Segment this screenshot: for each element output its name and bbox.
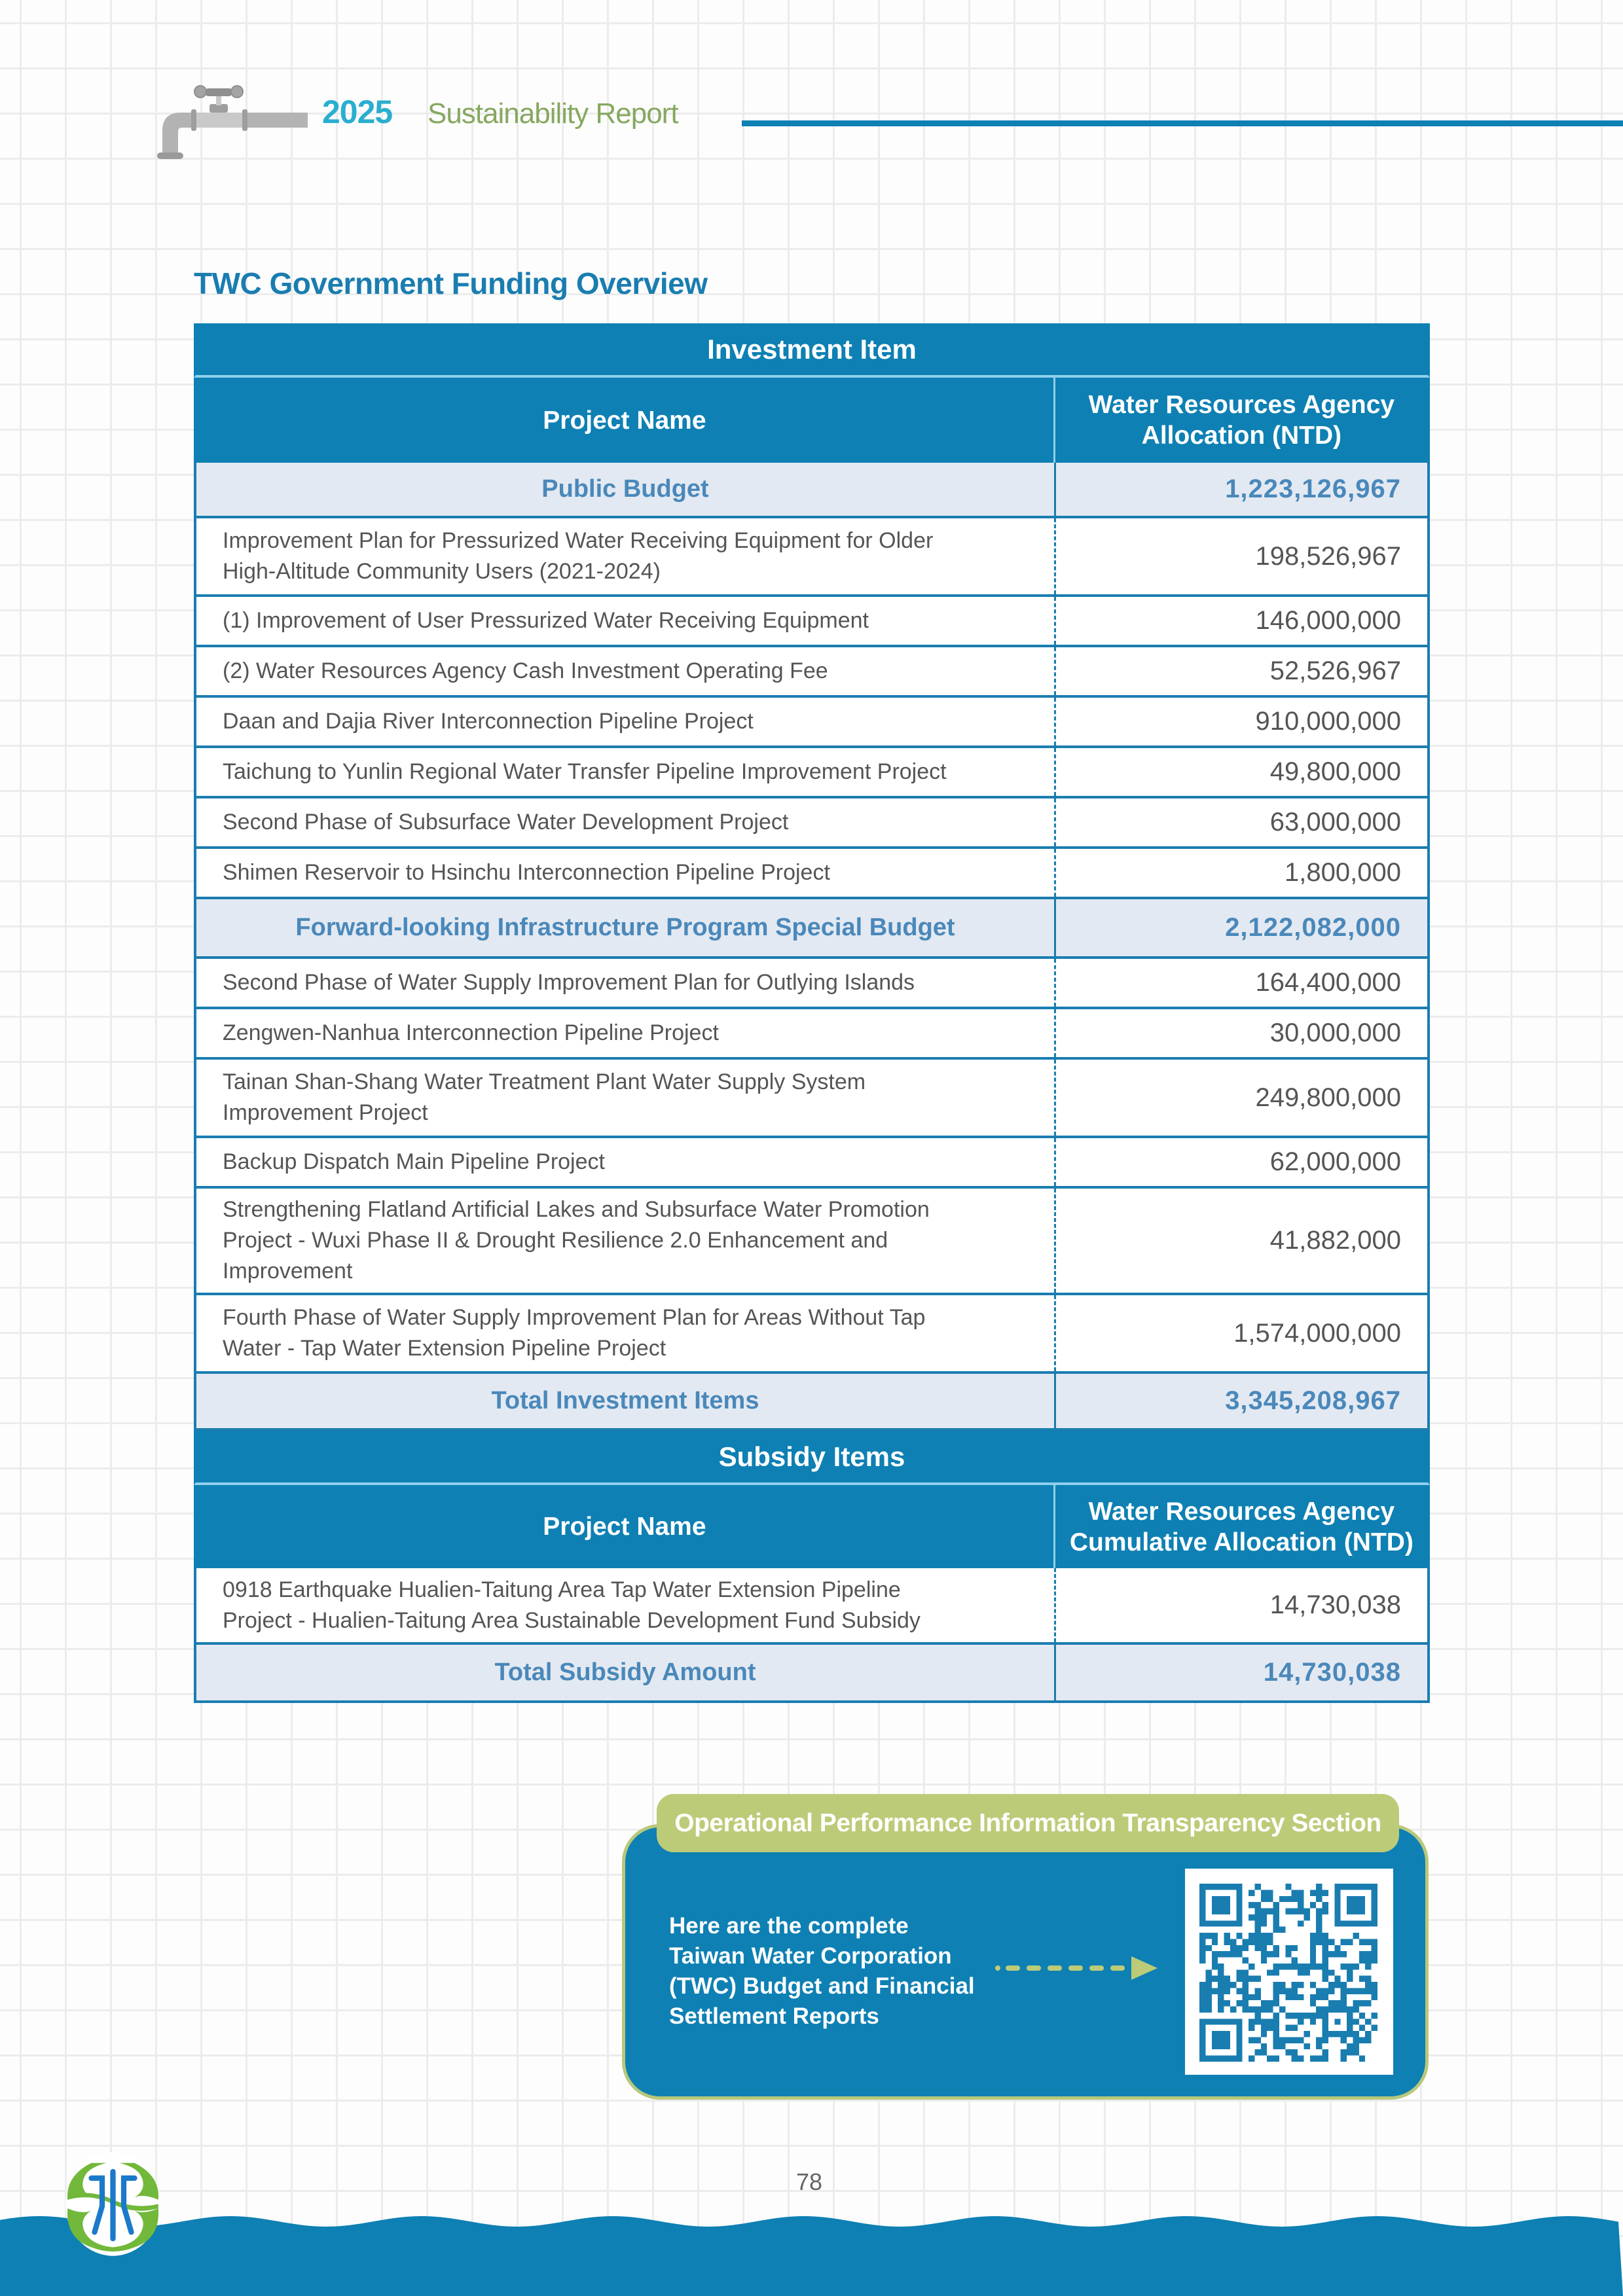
section-header xyxy=(194,1431,1430,1485)
column-header-project xyxy=(196,1485,1055,1568)
project-name-text xyxy=(223,1302,925,1364)
text-line: Shimen Reservoir to Hsinchu Interconnection Pipeline Project xyxy=(223,860,830,885)
text-line: Tainan Shan-Shang Water Treatment Plant Water Supply System xyxy=(223,1069,866,1094)
page-number: 78 xyxy=(796,2168,823,2195)
text-line: Water Resources Agency xyxy=(1088,1497,1395,1526)
text-line: Water Resources Agency xyxy=(1088,391,1395,419)
text-line: Improvement Plan for Pressurized Water Receiving Equipment for Older xyxy=(223,528,934,553)
text-line: Strengthening Flatland Artificial Lakes and Subsurface Water Promotion xyxy=(223,1197,930,1222)
project-name xyxy=(196,1189,1056,1293)
text-line: Settlement Reports xyxy=(669,2003,879,2029)
allocation-amount: 1,574,000,000 xyxy=(1233,1318,1401,1348)
project-name xyxy=(196,748,1056,796)
column-header-project xyxy=(196,378,1055,463)
group-subtotal-row-amount: 1,223,126,967 xyxy=(1225,475,1401,503)
column-header-amount xyxy=(1055,1485,1428,1568)
table-row xyxy=(194,698,1430,748)
transparency-description xyxy=(669,1911,990,2032)
project-name xyxy=(196,518,1056,594)
table-row xyxy=(194,849,1430,899)
investment-total-row-label: Total Investment Items xyxy=(196,1374,1056,1428)
column-header-row xyxy=(194,378,1430,463)
investment-total-row xyxy=(194,1374,1430,1431)
allocation-amount: 1,800,000 xyxy=(1285,858,1401,887)
project-name xyxy=(196,849,1056,897)
allocation-amount: 146,000,000 xyxy=(1255,606,1401,635)
project-name xyxy=(196,597,1056,645)
allocation-amount: 910,000,000 xyxy=(1255,707,1401,736)
allocation-amount: 14,730,038 xyxy=(1269,1590,1401,1619)
subsidy-total-row xyxy=(194,1645,1430,1703)
text-line: Allocation (NTD) xyxy=(1141,422,1342,450)
qr-code-icon[interactable] xyxy=(1199,1884,1377,2062)
project-name xyxy=(196,798,1056,846)
column-header-project-label: Project Name xyxy=(543,1513,706,1541)
column-header-amount-label xyxy=(1070,1496,1413,1558)
table-row xyxy=(194,1138,1430,1189)
header-divider xyxy=(742,120,1623,126)
column-header-row xyxy=(194,1485,1430,1568)
project-name-text xyxy=(223,605,869,636)
table-row xyxy=(194,798,1430,849)
table-row xyxy=(194,1060,1430,1138)
text-line: 0918 Earthquake Hualien-Taitung Area Tap Water Extension Pipeline xyxy=(223,1577,901,1602)
table-row xyxy=(194,1295,1430,1374)
project-name xyxy=(196,1009,1056,1057)
allocation-amount: 62,000,000 xyxy=(1269,1147,1401,1176)
report-title: Sustainability Report xyxy=(428,98,678,130)
allocation-amount: 198,526,967 xyxy=(1255,541,1401,571)
footer-wave xyxy=(0,2206,1623,2296)
text-line: Improvement xyxy=(223,1259,353,1283)
group-subtotal-row xyxy=(194,463,1430,518)
project-name xyxy=(196,1295,1056,1371)
project-name-text xyxy=(223,1147,605,1177)
column-header-amount-label xyxy=(1089,389,1395,451)
project-name-text xyxy=(223,1194,930,1287)
report-year: 2025 xyxy=(322,94,393,130)
allocation-amount: 164,400,000 xyxy=(1255,968,1401,997)
text-line: Here are the complete xyxy=(669,1913,909,1939)
project-name xyxy=(196,1568,1056,1642)
group-subtotal-row-label: Public Budget xyxy=(196,463,1056,516)
table-row xyxy=(194,647,1430,698)
investment-total-row-amount: 3,345,208,967 xyxy=(1225,1386,1401,1415)
footer-wave-shape xyxy=(0,2215,1623,2296)
text-line: Second Phase of Water Supply Improvement Plan for Outlying Islands xyxy=(223,970,915,995)
funding-table xyxy=(194,323,1430,1703)
group-subtotal-row-label: Forward-looking Infrastructure Program Special Budget xyxy=(196,899,1056,956)
project-name-text xyxy=(223,706,754,737)
transparency-title: Operational Performance Information Transparency Section xyxy=(657,1794,1399,1852)
table-row xyxy=(194,959,1430,1009)
table-row xyxy=(194,1009,1430,1060)
text-line: Water - Tap Water Extension Pipeline Project xyxy=(223,1336,666,1361)
project-name xyxy=(196,647,1056,695)
project-name-text xyxy=(223,526,933,587)
project-name-text xyxy=(223,807,788,838)
project-name-text xyxy=(223,656,828,687)
text-line: Second Phase of Subsurface Water Development Project xyxy=(223,810,789,834)
project-name-text xyxy=(223,1067,866,1128)
text-line: Daan and Dajia River Interconnection Pipeline Project xyxy=(223,709,754,734)
allocation-amount: 63,000,000 xyxy=(1269,808,1401,836)
project-name xyxy=(196,959,1056,1007)
text-line: (1) Improvement of User Pressurized Water Receiving Equipment xyxy=(223,608,869,633)
text-line: Project - Hualien-Taitung Area Sustainable Development Fund Subsidy xyxy=(223,1607,921,1633)
text-line: Improvement Project xyxy=(223,1100,428,1125)
project-name xyxy=(196,1138,1056,1186)
twc-logo-icon xyxy=(59,2150,167,2258)
column-header-amount xyxy=(1055,378,1428,463)
text-line: Taichung to Yunlin Regional Water Transfer Pipeline Improvement Project xyxy=(223,759,947,784)
allocation-amount: 52,526,967 xyxy=(1269,656,1401,685)
table-row xyxy=(194,748,1430,798)
text-line: (TWC) Budget and Financial xyxy=(669,1973,975,1999)
allocation-amount: 49,800,000 xyxy=(1269,757,1401,786)
faucet-icon xyxy=(156,82,313,160)
table-row xyxy=(194,1568,1430,1645)
table-row xyxy=(194,1189,1430,1295)
text-line: High-Altitude Community Users (2021-2024) xyxy=(223,559,661,584)
section-header xyxy=(194,323,1430,378)
dashed-arrow-icon xyxy=(994,1955,1161,1981)
project-name xyxy=(196,698,1056,745)
group-subtotal-row-amount: 2,122,082,000 xyxy=(1225,913,1401,942)
table-row xyxy=(194,597,1430,647)
text-line: Zengwen-Nanhua Interconnection Pipeline Project xyxy=(223,1020,719,1045)
project-name-text xyxy=(223,1018,719,1049)
text-line: (2) Water Resources Agency Cash Investment Operating Fee xyxy=(223,658,828,683)
text-line: Project - Wuxi Phase II & Drought Resilience 2.0 Enhancement and xyxy=(223,1228,888,1253)
project-name-text xyxy=(223,857,830,888)
section-header-label: Subsidy Items xyxy=(718,1441,905,1472)
text-line: Cumulative Allocation (NTD) xyxy=(1069,1528,1413,1556)
project-name xyxy=(196,1060,1056,1136)
column-header-project-label: Project Name xyxy=(543,406,706,435)
subsidy-total-row-amount: 14,730,038 xyxy=(1263,1658,1401,1687)
section-header-label: Investment Item xyxy=(707,333,917,365)
project-name-text xyxy=(223,757,947,787)
text-line: Backup Dispatch Main Pipeline Project xyxy=(223,1149,605,1174)
project-name-text xyxy=(223,1575,921,1636)
text-line: Taiwan Water Corporation xyxy=(669,1943,952,1969)
allocation-amount: 30,000,000 xyxy=(1269,1018,1401,1047)
allocation-amount: 249,800,000 xyxy=(1255,1083,1401,1112)
group-subtotal-row xyxy=(194,899,1430,959)
project-name-text xyxy=(223,967,915,998)
table-row xyxy=(194,518,1430,597)
text-line: Fourth Phase of Water Supply Improvement Plan for Areas Without Tap xyxy=(223,1305,926,1330)
subsidy-total-row-label: Total Subsidy Amount xyxy=(196,1645,1056,1700)
allocation-amount: 41,882,000 xyxy=(1269,1226,1401,1255)
page-title: TWC Government Funding Overview xyxy=(194,266,708,300)
